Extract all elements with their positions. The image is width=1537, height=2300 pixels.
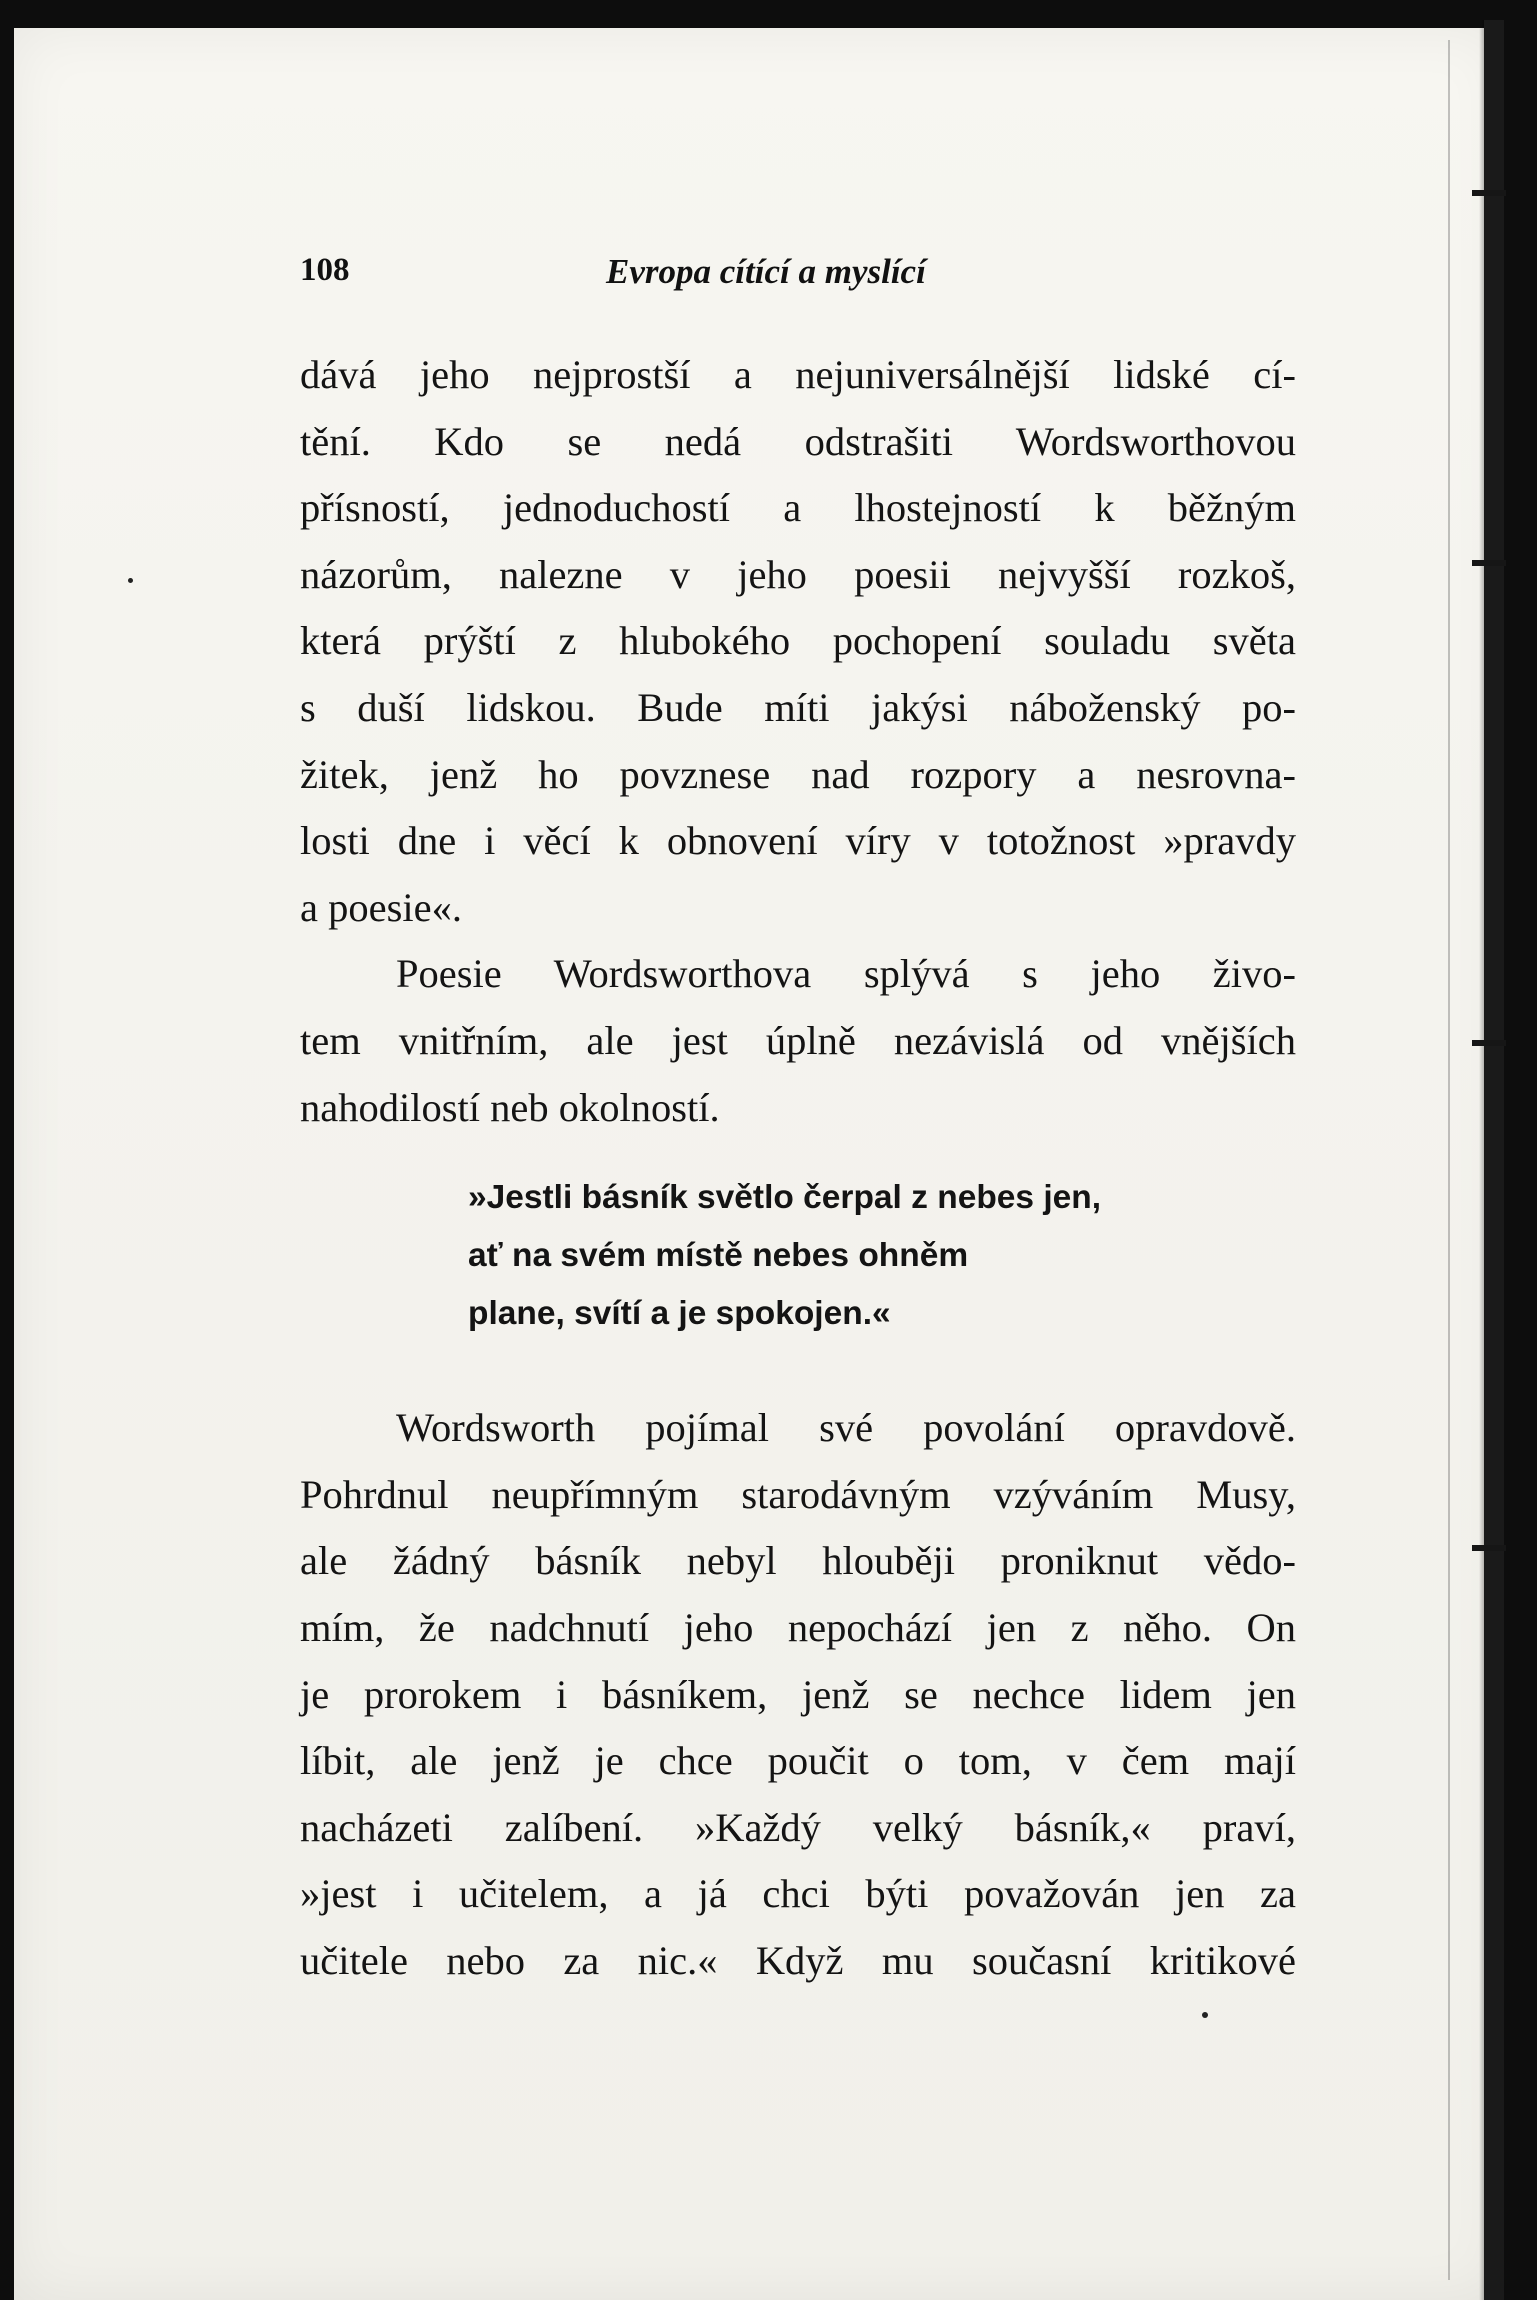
text-line: nahodilostí neb okolností. — [300, 1084, 720, 1130]
text-line: učitele nebo za nic.« Když mu současní kritikové — [300, 1937, 1296, 1983]
binding-stitch — [1472, 1040, 1506, 1046]
text-line: je prorokem i básníkem, jenž se nechce lidem jen — [300, 1671, 1296, 1717]
text-line: Wordsworth pojímal své povolání opravdově. — [396, 1405, 1296, 1451]
binding-stitch — [1472, 1545, 1506, 1551]
spacer — [300, 1343, 1296, 1395]
text-line: nacházeti zalíbení. »Každý velký básník,« praví, — [300, 1804, 1296, 1850]
text-line: přísností, jednoduchostí a lhostejností k běžným — [300, 485, 1296, 531]
paragraph-3 — [300, 1395, 1296, 1994]
poem-line: ať na svém místě nebes ohněm — [468, 1237, 969, 1275]
poem-line: plane, svítí a je spokojen.« — [468, 1295, 891, 1333]
body-text — [300, 342, 1296, 1994]
text-line: Pohrdnul neupřímným starodávným vzýváním Musy, — [300, 1471, 1296, 1517]
binding-edge — [1484, 20, 1504, 2300]
page-gutter-line — [1448, 40, 1450, 2280]
spacer — [300, 1141, 1296, 1169]
text-line: s duší lidskou. Bude míti jakýsi náboženský po- — [300, 684, 1296, 730]
text-line: »jest i učitelem, a já chci býti považován jen za — [300, 1871, 1296, 1917]
text-line: losti dne i věcí k obnovení víry v totožnost »pravdy — [300, 818, 1296, 864]
paragraph-1 — [300, 342, 1296, 941]
poem-line: »Jestli básník světlo čerpal z nebes jen, — [468, 1179, 1102, 1217]
text-line: dává jeho nejprostší a nejuniversálnější lidské cí- — [300, 352, 1296, 397]
text-line: líbit, ale jenž je chce poučit o tom, v čem mají — [300, 1738, 1296, 1784]
paragraph-2 — [300, 941, 1296, 1141]
binding-stitch — [1472, 560, 1506, 566]
running-header — [300, 252, 1300, 302]
text-line: a poesie«. — [300, 884, 462, 930]
page-number: 108 — [300, 252, 350, 288]
paper-speck — [1202, 2012, 1208, 2018]
paper-speck — [128, 578, 133, 583]
text-line: žitek, jenž ho povznese nad rozpory a nesrovna- — [300, 751, 1296, 797]
text-line: Poesie Wordsworthova splývá s jeho živo- — [396, 951, 1296, 997]
text-line: tění. Kdo se nedá odstrašiti Wordsworthovou — [300, 418, 1296, 464]
text-line: která prýští z hlubokého pochopení souladu světa — [300, 618, 1296, 664]
text-line: ale žádný básník nebyl hlouběji proniknut vědo- — [300, 1538, 1296, 1584]
text-line: tem vnitřním, ale jest úplně nezávislá od vnějších — [300, 1017, 1296, 1063]
text-line: mím, že nadchnutí jeho nepochází jen z něho. On — [300, 1604, 1296, 1650]
running-title: Evropa cítící a myslící — [606, 252, 926, 291]
binding-stitch — [1472, 190, 1506, 196]
poem-quote — [468, 1169, 1296, 1343]
text-line: názorům, nalezne v jeho poesii nejvyšší rozkoš, — [300, 551, 1296, 597]
